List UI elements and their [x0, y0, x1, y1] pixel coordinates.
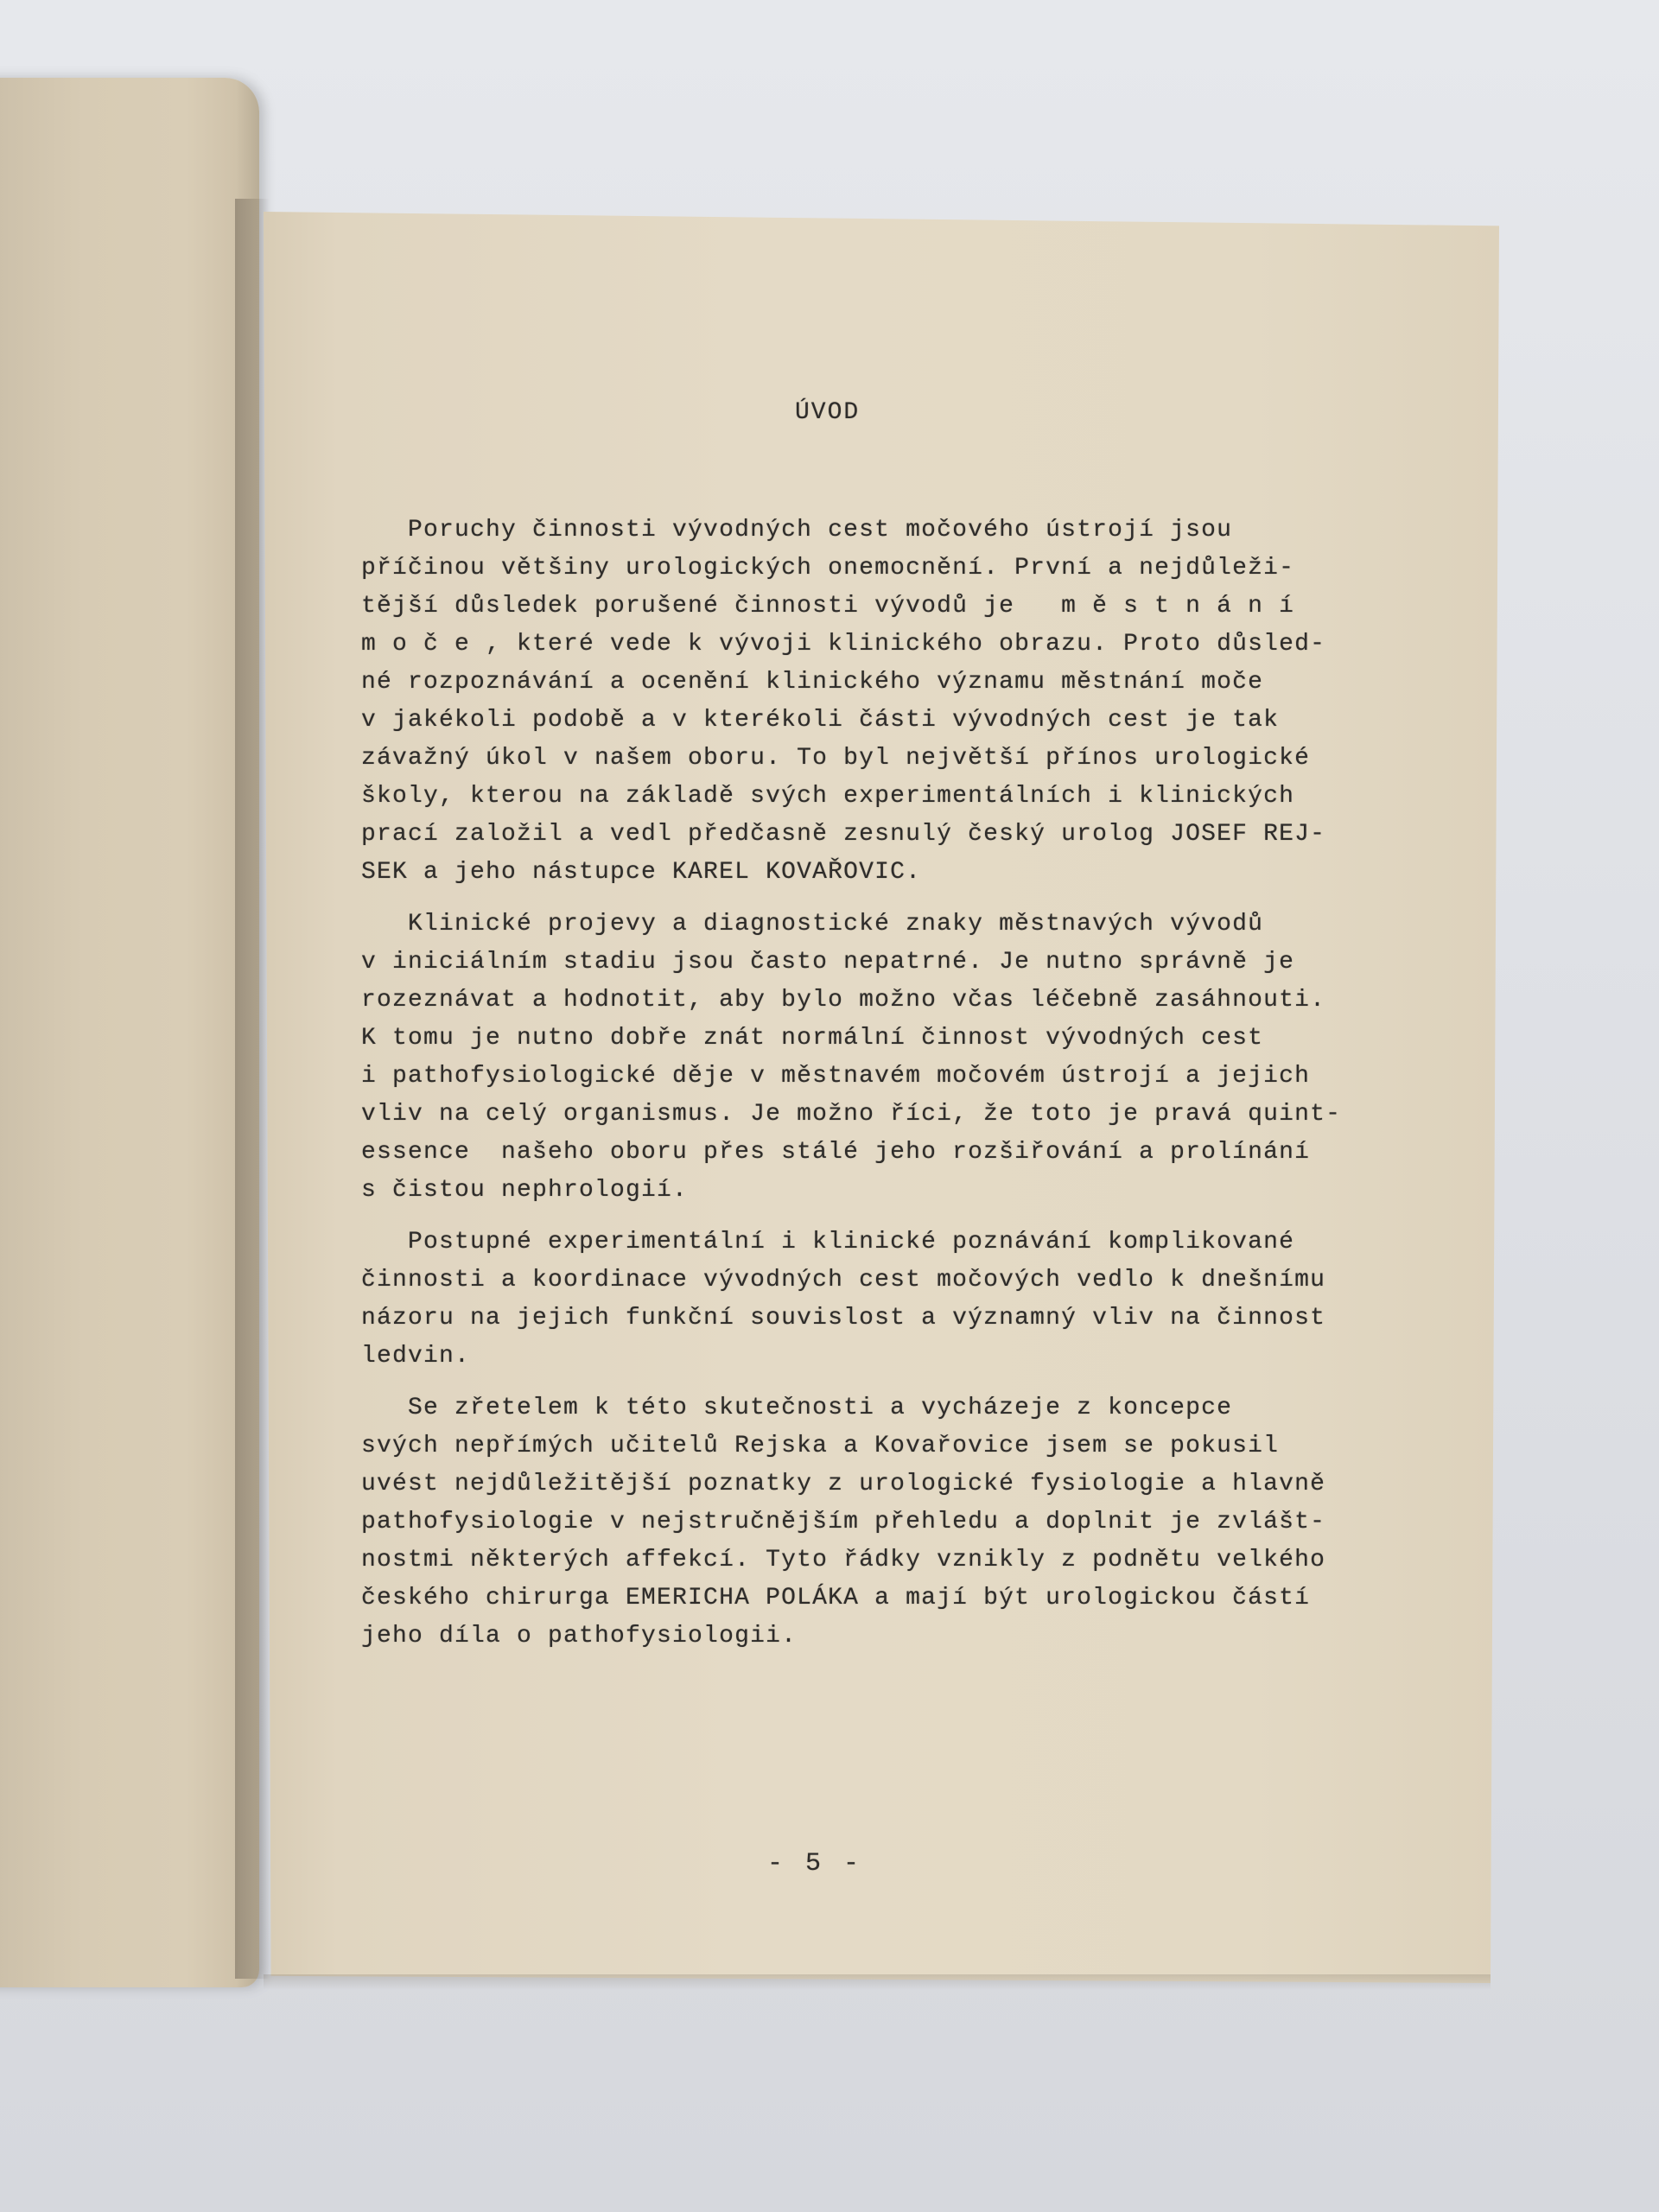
text-line: prací založil a vedl předčasně zesnulý český urolog JOSEF REJ- [361, 821, 1326, 848]
text-line: Postupné experimentální i klinické poznávání komplikované [361, 1229, 1295, 1255]
text-line: K tomu je nutno dobře znát normální činnost vývodných cest [361, 1025, 1264, 1052]
left-page [0, 78, 259, 1987]
text-line: Se zřetelem k této skutečnosti a vycházeje z koncepce [361, 1395, 1233, 1421]
paragraph-gap [361, 892, 1338, 906]
paragraph [361, 1389, 1338, 1656]
text-line: svých nepřímých učitelů Rejska a Kovařovice jsem se pokusil [361, 1433, 1280, 1459]
text-line: v jakékoli podobě a v kterékoli části vývodných cest je tak [361, 707, 1280, 734]
text-line: essence našeho oboru přes stálé jeho rozšiřování a prolínání [361, 1139, 1311, 1166]
text-line: v iniciálním stadiu jsou často nepatrné. Je nutno správně je [361, 949, 1295, 976]
paragraph [361, 906, 1342, 1210]
page-title: ÚVOD [795, 399, 861, 426]
text-line: pathofysiologie v nejstručnějším přehledu a doplnit je zvlášt- [361, 1509, 1326, 1535]
text-line: názoru na jejich funkční souvislost a významný vliv na činnost [361, 1305, 1326, 1332]
book-gutter [235, 199, 270, 1979]
text-line: i pathofysiologické děje v městnavém močovém ústrojí a jejich [361, 1063, 1311, 1090]
text-line: činnosti a koordinace vývodných cest močových vedlo k dnešnímu [361, 1267, 1326, 1294]
text-line: né rozpoznávání a ocenění klinického významu městnání moče [361, 669, 1264, 696]
paragraph [361, 1224, 1338, 1376]
text-line: nostmi některých affekcí. Tyto řádky vznikly z podnětu velkého [361, 1547, 1326, 1573]
paragraph-gap [361, 1210, 1338, 1224]
text-line: Klinické projevy a diagnostické znaky městnavých vývodů [361, 911, 1264, 938]
text-line: tější důsledek porušené činnosti vývodů je m ě s t n á n í [361, 593, 1295, 620]
page-number: - 5 - [767, 1849, 863, 1878]
body-text [361, 512, 1342, 1656]
paragraph [361, 512, 1338, 892]
text-line: s čistou nephrologií. [361, 1177, 689, 1204]
page-edge [264, 1974, 1491, 1990]
text-line: českého chirurga EMERICHA POLÁKA a mají být urologickou částí [361, 1585, 1311, 1611]
paragraph-gap [361, 1376, 1338, 1389]
text-line: závažný úkol v našem oboru. To byl největší přínos urologické [361, 745, 1311, 772]
text-line: školy, kterou na základě svých experimentálních i klinických [361, 783, 1295, 810]
text-line: SEK a jeho nástupce KAREL KOVAŘOVIC. [361, 859, 922, 886]
text-line: vliv na celý organismus. Je možno říci, že toto je pravá quint- [361, 1101, 1342, 1128]
text-line: rozeznávat a hodnotit, aby bylo možno včas léčebně zasáhnouti. [361, 987, 1326, 1014]
text-line: příčinou většiny urologických onemocnění. První a nejdůleži- [361, 555, 1295, 582]
text-line: Poruchy činnosti vývodných cest močového ústrojí jsou [361, 517, 1233, 543]
text-line: m o č e , které vede k vývoji klinického obrazu. Proto důsled- [361, 631, 1326, 658]
text-line: ledvin. [361, 1343, 471, 1370]
text-line: jeho díla o pathofysiologii. [361, 1623, 798, 1649]
text-line: uvést nejdůležitější poznatky z urologické fysiologie a hlavně [361, 1471, 1326, 1497]
